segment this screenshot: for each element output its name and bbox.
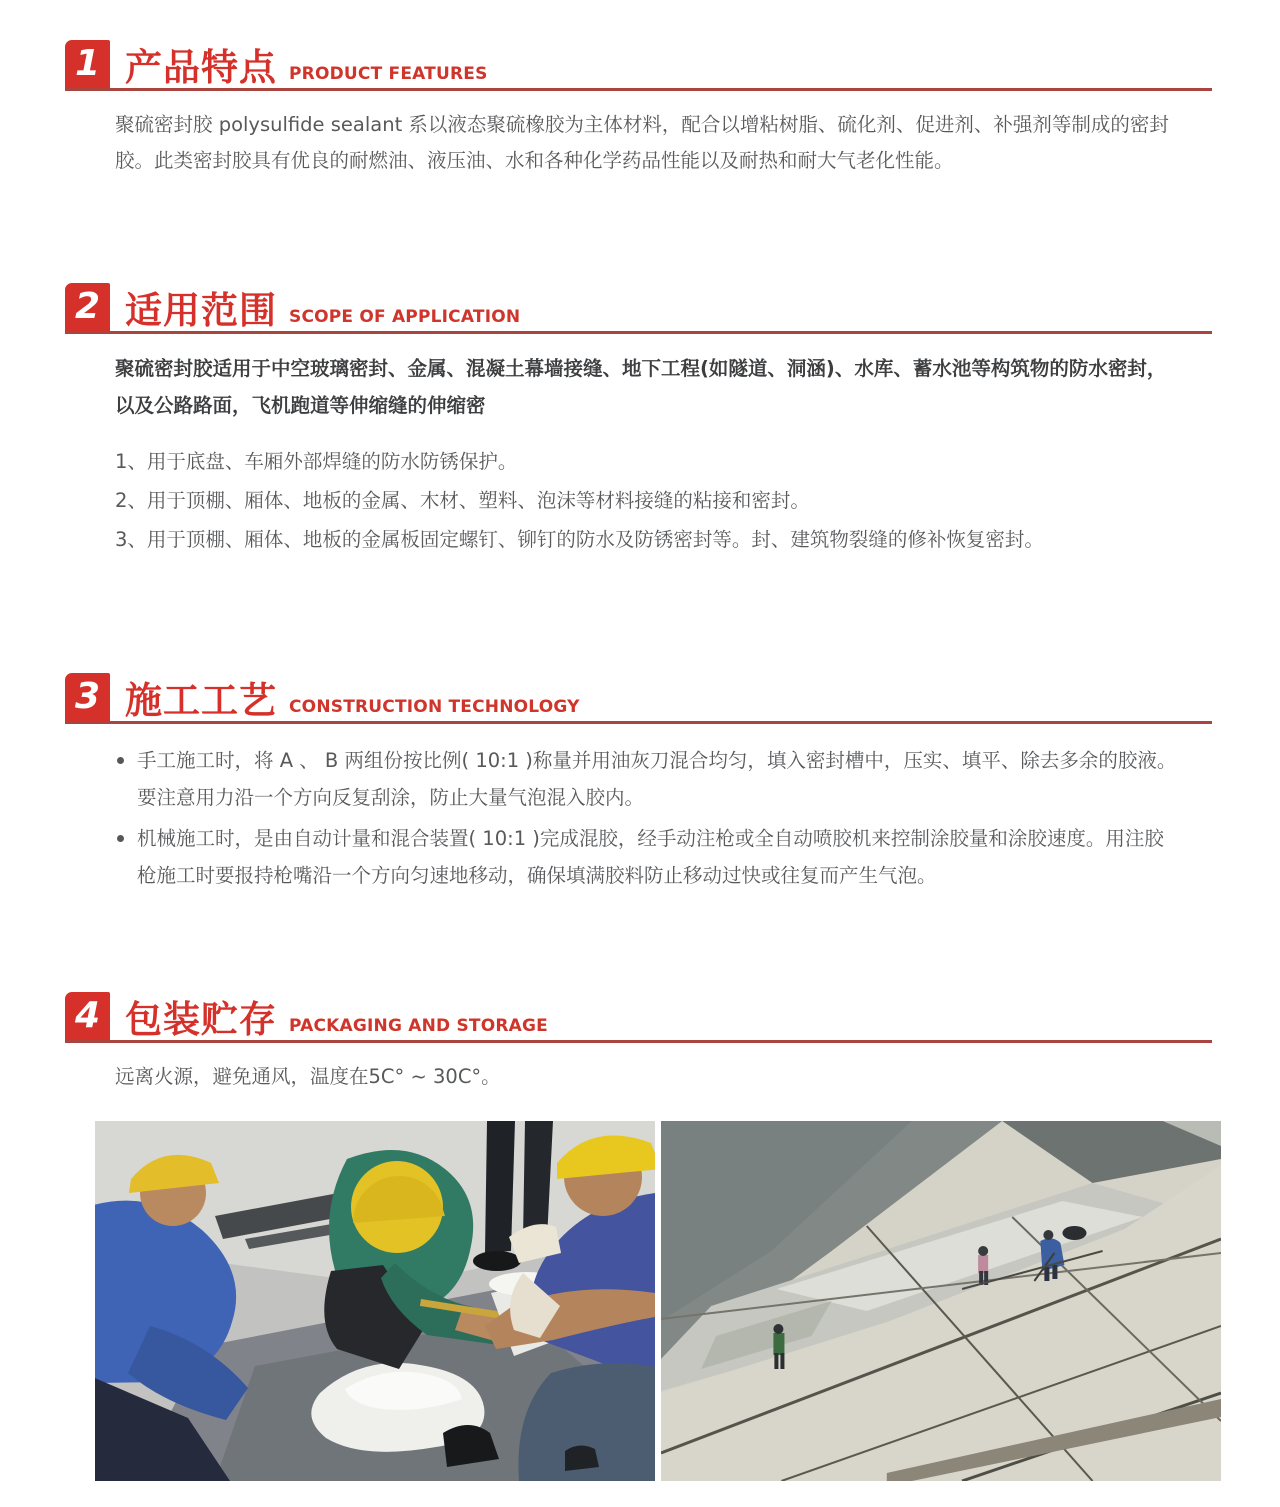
section-title-zh: 适用范围 bbox=[125, 289, 277, 332]
section-title-en: PRODUCT FEATURES bbox=[289, 64, 488, 84]
section-header bbox=[65, 283, 1212, 334]
sealant-mixing-illustration bbox=[95, 1121, 655, 1481]
dark-equipment bbox=[1062, 1226, 1086, 1240]
section-title-zh: 施工工艺 bbox=[125, 678, 277, 722]
section-number-badge bbox=[65, 992, 110, 1040]
section-header bbox=[65, 40, 1212, 91]
section-scope-of-application bbox=[65, 283, 1212, 557]
section-header bbox=[65, 992, 1212, 1043]
section-title-en: CONSTRUCTION TECHNOLOGY bbox=[289, 696, 580, 717]
bullet-item bbox=[115, 742, 1182, 816]
list-item: 2、用于顶棚、厢体、地板的金属、木材、塑料、泡沫等材料接缝的粘接和密封。 bbox=[115, 488, 810, 512]
section-title-zh: 包装贮存 bbox=[125, 997, 277, 1041]
construction-bullet-list bbox=[115, 742, 1182, 894]
section-number-badge bbox=[65, 283, 110, 331]
section-title-en: SCOPE OF APPLICATION bbox=[289, 307, 521, 327]
section-number: 3 bbox=[74, 675, 101, 717]
bullet-text: 机械施工时，是由自动计量和混合装置( 10:1 )完成混胶，经手动注枪或全自动喷胶机来控制涂胶量和涂胶速度。用注胶枪施工时要报持枪嘴沿一个方向匀速地移动，确保填满胶料防止移动过快或往复而产生气泡。 bbox=[137, 826, 1164, 887]
section-number-badge bbox=[65, 673, 110, 721]
bullet-dot-icon bbox=[117, 757, 124, 764]
list-item: 1、用于底盘、车厢外部焊缝的防水防锈保护。 bbox=[115, 449, 518, 473]
dam-slope-construction-photo bbox=[661, 1121, 1221, 1481]
photo-row bbox=[95, 1121, 1280, 1481]
section-paragraph: 远离火源，避免通风，温度在5C° ~ 30C°。 bbox=[115, 1064, 501, 1088]
list-item: 3、用于顶棚、厢体、地板的金属板固定螺钉、铆钉的防水及防锈密封等。封、建筑物裂缝的修补恢复密封。 bbox=[115, 527, 1044, 551]
section-header bbox=[65, 673, 1212, 724]
section-paragraph: 聚硫密封胶 polysulfide sealant 系以液态聚硫橡胶为主体材料，配合以增粘树脂、硫化剂、促进剂、补强剂等制成的密封胶。此类密封胶具有优良的耐燃油、液压油、水和各种化学药品性能以及耐热和耐大气老化性能。 bbox=[115, 113, 1169, 172]
section-packaging-storage bbox=[65, 992, 1212, 1095]
section-number-badge bbox=[65, 40, 110, 88]
application-list bbox=[115, 444, 1182, 557]
bullet-dot-icon bbox=[117, 835, 124, 842]
section-lead-paragraph: 聚硫密封胶适用于中空玻璃密封、金属、混凝土幕墙接缝、地下工程(如隧道、洞涵)、水库、蓄水池等构筑物的防水密封，以及公路路面，飞机跑道等伸缩缝的伸缩密 bbox=[115, 357, 1167, 417]
sealant-mixing-photo bbox=[95, 1121, 655, 1481]
section-number: 1 bbox=[74, 43, 101, 84]
worker-figure-pink bbox=[978, 1246, 988, 1285]
section-construction-technology bbox=[65, 673, 1212, 894]
dam-slope-illustration bbox=[661, 1121, 1221, 1481]
section-number: 4 bbox=[74, 994, 101, 1036]
bullet-item bbox=[115, 820, 1182, 894]
section-title-en: PACKAGING AND STORAGE bbox=[289, 1015, 548, 1036]
bullet-text: 手工施工时，将 A 、 B 两组份按比例( 10:1 )称量并用油灰刀混合均匀，填入密封槽中，压实、填平、除去多余的胶液。要注意用力沿一个方向反复刮涂，防止大量气泡混入胶内。 bbox=[137, 748, 1177, 809]
section-number: 2 bbox=[74, 286, 101, 327]
section-product-features bbox=[65, 0, 1212, 179]
section-title-zh: 产品特点 bbox=[125, 46, 277, 89]
